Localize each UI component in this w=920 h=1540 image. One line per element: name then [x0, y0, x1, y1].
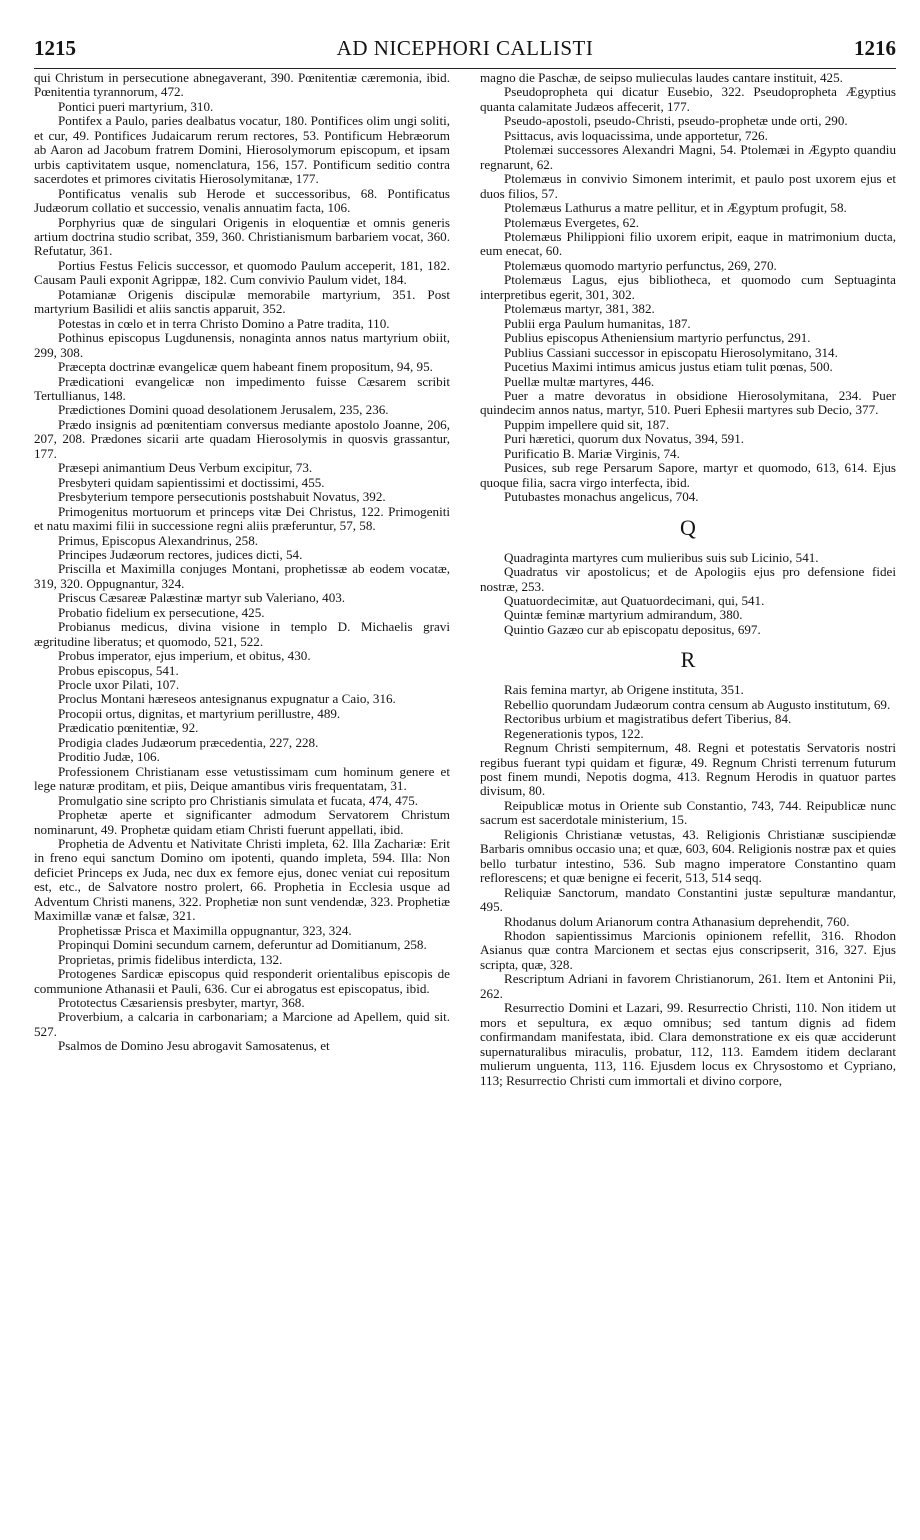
index-entry: Procopii ortus, dignitas, et martyrium perillustre, 489. — [58, 705, 341, 721]
right-column-r-entries — [480, 683, 896, 1088]
index-entry: Porphyrius quæ de singulari Origenis in eloquentiæ et omnis generis artium doctrina studio scribat, 359, 360. Christianismum barbariem vocat, 360. Refutatur, 361. — [34, 214, 450, 259]
index-entry: Rectoribus urbium et magistratibus defert Tiberius, 84. — [504, 711, 792, 727]
index-entry: Procle uxor Pilati, 107. — [58, 677, 180, 693]
index-entry: Presbyterium tempore persecutionis postshabuit Novatus, 392. — [58, 489, 386, 505]
index-entry: Publii erga Paulum humanitas, 187. — [504, 315, 691, 331]
index-entry: Promulgatio sine scripto pro Christianis simulata et fucata, 474, 475. — [58, 792, 419, 808]
index-entry: Publius Cassiani successor in episcopatu Hierosolymitano, 314. — [504, 344, 838, 360]
index-entry: Rais femina martyr, ab Origene instituta, 351. — [504, 682, 744, 698]
index-entry: Primogenitus mortuorum et princeps vitæ Dei Christus, 122. Primogeniti et natu maximi filii in successione regni aliis præferuntur, 57, 58. — [34, 503, 450, 534]
index-entry: Quintio Gazæo cur ab episcopatu depositus, 697. — [504, 621, 761, 637]
index-entry: Reliquiæ Sanctorum, mandato Constantini justæ sepulturæ mandantur, 495. — [480, 884, 896, 915]
running-title: AD NICEPHORI CALLISTI — [336, 36, 594, 60]
section-letter-r: R — [680, 647, 696, 673]
index-entry: Regnum Christi sempiternum, 48. Regni et potestatis Servatoris nostri regibus fuerant typi quidam et figuræ, 49. Regnum Christi terrenum futurum post finem mundi, Nepotis dogma, 413. Regnum Herodis in quatuor partes divisum, 80. — [480, 740, 896, 799]
left-column — [34, 71, 450, 1088]
index-entry: Quatuordecimitæ, aut Quatuordecimani, qui, 541. — [504, 592, 765, 608]
index-entry: Publius episcopus Atheniensium martyrio perfunctus, 291. — [504, 330, 811, 346]
index-entry: Probus episcopus, 541. — [58, 662, 179, 678]
page-number-right: 1216 — [854, 36, 896, 60]
index-entry: Rhodon sapientissimus Marcionis opinionem refellit, 316. Rhodon Asianus quæ contra Marcionem et sectas ejus conscripserit, 316, 327. Ejus scripta, quæ, 328. — [480, 928, 896, 972]
index-entry: Pusices, sub rege Persarum Sapore, martyr et quomodo, 613, 614. Ejus quoque filia, sacra virgo interfecta, ibid. — [480, 460, 896, 490]
index-entry: Prophetæ aperte et significanter admodum Servatorem Christum nominarunt, 49. Prophetæ quidam etiam Christi fuerunt appellati, ibid. — [34, 807, 450, 837]
index-entry: Religionis Christianæ vetustas, 43. Religionis Christianæ suscipiendæ Barbaris omnibus occasio una; et quæ, 603, 604. Religionis nostræ pax et quies bello turbatur intestino, 536. Sub magno imperatore Constantino quam reflorescens; et quæ benigne ei fecerit, 513, 514 seqq. — [480, 826, 896, 886]
index-entry: Priscus Cæsareæ Palæstinæ martyr sub Valeriano, 403. — [58, 590, 346, 606]
index-entry: Ptolemæus Philippioni filio uxorem eripit, eaque in matrimonium ducta, eum enecat, 60. — [480, 228, 896, 259]
index-entry: Quintæ feminæ martyrium admirandum, 380. — [504, 607, 743, 623]
two-column-body — [34, 71, 896, 1088]
section-letter-q: Q — [680, 514, 696, 540]
index-entry: Rebellio quorundam Judæorum contra censum ab Augusto institutum, 69. — [504, 696, 891, 712]
index-entry: Prædicatio pœnitentiæ, 92. — [58, 720, 199, 736]
index-entry: Pontificatus venalis sub Herode et successoribus, 68. Pontificatus Judæorum collatio et successio, venalis annuatim facta, 106. — [34, 185, 450, 216]
page-number-left: 1215 — [34, 36, 76, 60]
index-entry: Pseudopropheta qui dicatur Eusebio, 322. Pseudopropheta Ægyptius quanta calamitate Judæos affecerit, 177. — [480, 84, 896, 114]
index-entry: Quadratus vir apostolicus; et de Apologiis ejus pro defensione fidei nostræ, 253. — [480, 564, 896, 594]
index-entry: Præcepta doctrinæ evangelicæ quem habeant finem propositum, 94, 95. — [58, 359, 433, 375]
index-entry: Probatio fidelium ex persecutione, 425. — [58, 604, 265, 620]
index-entry: Presbyteri quidam sapientissimi et doctissimi, 455. — [58, 474, 325, 490]
index-entry: Prophetia de Adventu et Nativitate Christi impleta, 62. Illa Zachariæ: Erit in freno equi sanctum Domino om ipotenti, quando impleta, 594. Illa: Non deficiet Princeps ex Juda, nec dux ex femore ejus, donec veniat cui repositum est, etc., de Salvatore nostro prolert, 66. Prophetia in Ecclesia usque ad Adventum Christi manens, 322. Prophetiæ non sunt vendendæ, 323. Prophetiæ Maximillæ vanæ et falsæ, 321. — [34, 836, 450, 924]
index-entry: Præsepi animantium Deus Verbum excipitur, 73. — [58, 460, 313, 476]
index-entry: Ptolemæus Evergetes, 62. — [504, 214, 640, 230]
index-entry: Primus, Episcopus Alexandrinus, 258. — [58, 532, 259, 548]
index-entry: Principes Judæorum rectores, judices dicti, 54. — [58, 546, 303, 562]
index-entry: Portius Festus Felicis successor, et quomodo Paulum acceperit, 181, 182. Causam Pauli exponit Agrippæ, 182. Cum convivio Paulum videt, 184. — [34, 257, 450, 288]
index-entry: Potestas in cœlo et in terra Christo Domino a Patre tradita, 110. — [58, 315, 390, 331]
index-entry: Reipublicæ motus in Oriente sub Constantio, 743, 744. Reipublicæ nunc sacrum est sacerdotale ministerium, 15. — [480, 797, 896, 828]
index-entry: Proditio Judæ, 106. — [58, 749, 160, 765]
index-entry: Ptolemæus in convivio Simonem interimit, et paulo post uxorem ejus et duos filios, 57. — [480, 171, 896, 201]
index-entry: Probus imperator, ejus imperium, et obitus, 430. — [58, 648, 311, 664]
index-entry: Proclus Montani hæreseos antesignanus expugnatur a Caio, 316. — [58, 691, 396, 707]
index-entry: Prototectus Cæsariensis presbyter, martyr, 368. — [58, 995, 305, 1010]
index-entry: Priscilla et Maximilla conjuges Montani, prophetissæ ab eodem vocatæ, 319, 320. Oppugnantur, 324. — [34, 561, 450, 591]
right-column-q-entries — [480, 551, 896, 638]
index-entry: Quadraginta martyres cum mulieribus suis sub Licinio, 541. — [504, 549, 819, 565]
index-entry: Prædictiones Domini quoad desolationem Jerusalem, 235, 236. — [58, 402, 389, 418]
index-entry: Pucetius Maximi intimus amicus justus etiam tulit pœnas, 500. — [504, 359, 833, 375]
index-entry: Proprietas, primis fidelibus interdicta, 132. — [58, 951, 283, 967]
index-entry: Resurrectio Domini et Lazari, 99. Resurrectio Christi, 110. Non itidem ut mors et sepultura, ex æquo omnibus; sed tantum dignis ad fidem confirmandam manifestata, ibid. Clara demonstratione ex eis quæ acciderunt supernaturalibus miraculis, probatur, 112, 113. Eamdem itidem declarant mulierum unguenta, 113, 116. Ejusdem locus ex Chrysostomo et Cypriano, 113; Resurrectio Christi cum immortali et divino corpore, — [480, 1000, 896, 1088]
index-entry: Rhodanus dolum Arianorum contra Athanasium deprehendit, 760. — [504, 913, 850, 929]
index-entry: Puer a matre devoratus in obsidione Hierosolymitana, 234. Puer quindecim annos natus, martyr, 510. Pueri Ephesii martyres sub Decio, 377. — [480, 387, 896, 418]
index-entry: Puellæ multæ martyres, 446. — [504, 373, 655, 389]
index-entry: Propinqui Domini secundum carnem, deferuntur ad Domitianum, 258. — [58, 937, 427, 953]
index-entry: Purificatio B. Mariæ Virginis, 74. — [504, 445, 680, 461]
index-entry: Regenerationis typos, 122. — [504, 725, 644, 741]
index-entry: Probianus medicus, divina visione in templo D. Michaelis gravi ægritudine liberatus; et quomodo, 521, 522. — [34, 619, 450, 649]
right-column — [480, 71, 896, 1088]
index-entry: magno die Paschæ, de seipso mulieculas laudes cantare instituit, 425. — [480, 70, 843, 85]
right-column-p-entries — [480, 71, 896, 505]
index-entry: Professionem Christianam esse vetustissimam cum hominum genere et lege naturæ proditam, et piis, Deique amantibus viris frequentatam, 31. — [34, 763, 450, 794]
index-entry: Puppim impellere quid sit, 187. — [504, 416, 670, 432]
index-entry: qui Christum in persecutione abnegaverant, 390. Pœnitentiæ cæremonia, ibid. Pœnitentia tyrannorum, 472. — [34, 70, 450, 100]
index-entry: Ptolemæus quomodo martyrio perfunctus, 269, 270. — [504, 257, 777, 273]
index-entry: Pothinus episcopus Lugdunensis, nonaginta annos natus martyrium obiit, 299, 308. — [34, 330, 450, 360]
index-entry: Prodigia clades Judæorum præcedentia, 227, 228. — [58, 734, 319, 750]
index-entry: Proverbium, a calcaria in carbonariam; a Marcione ad Apellem, quid sit. 527. — [34, 1009, 450, 1039]
index-entry: Protogenes Sardicæ episcopus quid responderit orientalibus episcopis de communione Athanasii et Pauli, 636. Cur ei abrogatus est episcopatus, ibid. — [34, 966, 450, 996]
index-entry: Ptolemæus Lagus, ejus bibliotheca, et quomodo cum Septuaginta interpretibus egerit, 301, 302. — [480, 272, 896, 302]
index-entry: Pontifex a Paulo, paries dealbatus vocatur, 180. Pontifices olim ungi soliti, et cur, 49. Pontifices Judaicarum rerum rectores, 53. Pontificum Hebræorum ab Aaron ad Jacobum fratrem Domini, Hierosolymorum episcopum, et ipsam urbis captivitatem usque, nomenclatura, 156, 157. Pontificum seditio contra sacerdotes et primores civitatis Hierosolymitanæ, 177. — [34, 113, 450, 187]
index-entry: Prophetissæ Prisca et Maximilla oppugnantur, 323, 324. — [58, 922, 352, 938]
index-entry: Pontici pueri martyrium, 310. — [58, 98, 214, 114]
index-entry: Putubastes monachus angelicus, 704. — [504, 489, 699, 505]
index-entry: Ptolemæus Lathurus a matre pellitur, et in Ægyptum profugit, 58. — [504, 200, 847, 216]
index-entry: Psalmos de Domino Jesu abrogavit Samosatenus, et — [58, 1038, 330, 1054]
index-entry: Ptolemæus martyr, 381, 382. — [504, 301, 655, 317]
index-entry: Prædicationi evangelicæ non impedimento fuisse Cæsarem scribit Tertullianus, 148. — [34, 373, 450, 403]
index-entry: Pseudo-apostoli, pseudo-Christi, pseudo-prophetæ unde orti, 290. — [504, 113, 848, 129]
running-header — [34, 32, 896, 69]
index-entry: Psittacus, avis loquacissima, unde apportetur, 726. — [504, 127, 768, 143]
index-entry: Potamianæ Origenis discipulæ memorabile martyrium, 351. Post martyrium Basilidi et aliis sanctis apparuit, 352. — [34, 286, 450, 317]
index-entry: Rescriptum Adriani in favorem Christianorum, 261. Item et Antonini Pii, 262. — [480, 971, 896, 1001]
index-entry: Ptolemæi successores Alexandri Magni, 54. Ptolemæi in Ægypto quandiu regnarunt, 62. — [480, 142, 896, 172]
index-entry: Prædo insignis ad pœnitentiam conversus mediante apostolo Joanne, 206, 207, 208. Prædones sicarii arte quadam Hierosolymis in quosvis grassantur, 177. — [34, 416, 450, 461]
index-entry: Puri hæretici, quorum dux Novatus, 394, 591. — [504, 431, 745, 447]
